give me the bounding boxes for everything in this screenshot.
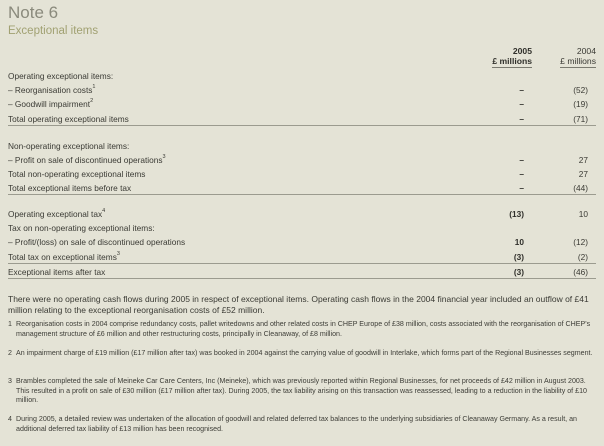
value-2005: –: [519, 85, 524, 95]
value-2004: (44): [573, 183, 588, 193]
row-label: [8, 70, 113, 82]
row-label-text: – Reorganisation costs: [8, 85, 93, 95]
row-label-text: Operating exceptional items:: [8, 71, 114, 81]
table-row: [8, 182, 596, 195]
table-row: [8, 154, 596, 166]
row-label: [8, 154, 166, 166]
table-row: [8, 222, 596, 234]
table-row: [8, 208, 596, 220]
cash-flow-paragraph: There were no operating cash flows during 2005 in respect of exceptional items. Operating cash flows in the 2004 financial year included an outflow of £41 million relating to the exceptional reorganisation costs of £52 million.: [8, 294, 589, 315]
row-label: [8, 208, 105, 220]
value-2005: –: [519, 183, 524, 193]
footnote-text: During 2005, a detailed review was undertaken of the allocation of goodwill and related deferred tax balances to the underlying subsidiaries of Cleanaway Germany. As a result, an additional deferred tax liability of £13 million has been recognised.: [16, 415, 578, 433]
note-number: Note 6: [8, 3, 59, 22]
value-2005: (13): [509, 209, 524, 219]
row-label: [8, 168, 145, 180]
row-label: [8, 140, 129, 152]
row-label-text: Total non-operating exceptional items: [8, 169, 146, 179]
value-2005: –: [519, 114, 524, 124]
value-2004: (52): [573, 85, 588, 95]
table-row: [8, 251, 596, 264]
row-label: [8, 84, 95, 96]
column-unit: £ millions: [560, 56, 596, 66]
value-2005: 10: [514, 237, 524, 247]
row-label-text: Total tax on exceptional items: [8, 252, 117, 262]
column-year: 2005: [512, 46, 532, 56]
table-row: [8, 266, 596, 279]
column-unit: £ millions: [492, 56, 532, 66]
row-label: [8, 182, 131, 194]
row-label-text: – Goodwill impairment: [8, 99, 91, 109]
footnote-marker: 4: [102, 208, 106, 214]
footnote: [8, 349, 594, 359]
footnote-text: Reorganisation costs in 2004 comprise redundancy costs, pallet writedowns and other related costs in CHEP Europe of £38 million, costs associated with the reorganisation of CHEP's management structure of £6 million and other restructuring costs, principally in Cleanaway, of £8 million.: [16, 320, 591, 338]
section-title: Exceptional items: [8, 25, 99, 37]
value-2004: 27: [578, 155, 588, 165]
value-2004: (19): [573, 99, 588, 109]
row-label-text: – Profit/(loss) on sale of discontinued operations: [8, 237, 186, 247]
footnote: [8, 415, 594, 434]
table-row: [8, 140, 596, 152]
footnote-number: 2: [8, 349, 12, 357]
footnote-number: 3: [8, 377, 12, 385]
value-2004: (71): [573, 114, 588, 124]
table-row: [8, 168, 596, 180]
footnote: [8, 320, 594, 339]
value-2004: (2): [577, 252, 588, 262]
value-2004: 27: [578, 169, 588, 179]
footnote-text: An impairment charge of £19 million (£17 million after tax) was booked in 2004 against the carrying value of goodwill in Interlake, which forms part of the Regional Businesses segment.: [16, 349, 593, 357]
footnote-number: 1: [8, 320, 12, 328]
footnote-number: 4: [8, 415, 12, 423]
value-2005: –: [519, 169, 524, 179]
table-row: [8, 113, 596, 126]
row-label-text: Tax on non-operating exceptional items:: [8, 223, 155, 233]
value-2005: –: [519, 155, 524, 165]
value-2005: (3): [513, 267, 524, 277]
row-label-text: Exceptional items after tax: [8, 267, 106, 277]
row-label: [8, 222, 155, 234]
row-label: [8, 266, 105, 278]
footnote: [8, 377, 594, 406]
value-2005: (3): [513, 252, 524, 262]
row-label-text: Non-operating exceptional items:: [8, 141, 130, 151]
row-label-text: – Profit on sale of discontinued operations: [8, 155, 163, 165]
table-row: [8, 70, 596, 82]
row-label-text: Total exceptional items before tax: [8, 183, 132, 193]
value-2004: 10: [578, 209, 588, 219]
value-2004: (12): [573, 237, 588, 247]
column-year: 2004: [576, 46, 596, 56]
table-row: [8, 98, 596, 110]
row-label-text: Total operating exceptional items: [8, 114, 129, 124]
table-row: [8, 84, 596, 96]
footnote-marker: 3: [162, 154, 166, 160]
row-label: [8, 236, 185, 248]
footnote-marker: 2: [90, 98, 94, 104]
row-label: [8, 98, 93, 110]
column-header-2004: [560, 46, 596, 68]
table-row: [8, 236, 596, 248]
row-label: [8, 113, 129, 125]
row-label: [8, 251, 120, 263]
column-header-2005: [492, 46, 532, 68]
value-2005: –: [519, 99, 524, 109]
row-label-text: Operating exceptional tax: [8, 209, 103, 219]
value-2004: (46): [573, 267, 588, 277]
footnote-marker: 1: [92, 84, 96, 90]
footnote-marker: 3: [116, 251, 120, 257]
footnote-text: Brambles completed the sale of Meineke Car Care Centers, Inc (Meineke), which was previously reported within Regional Businesses, for net proceeds of £42 million in August 2003. This resulted in a profit on sale of £30 million (£17 million after tax). During 2005, the tax liability arising on this transaction was reassessed, leading to a reduction in the liability of £10 million.: [16, 377, 587, 404]
